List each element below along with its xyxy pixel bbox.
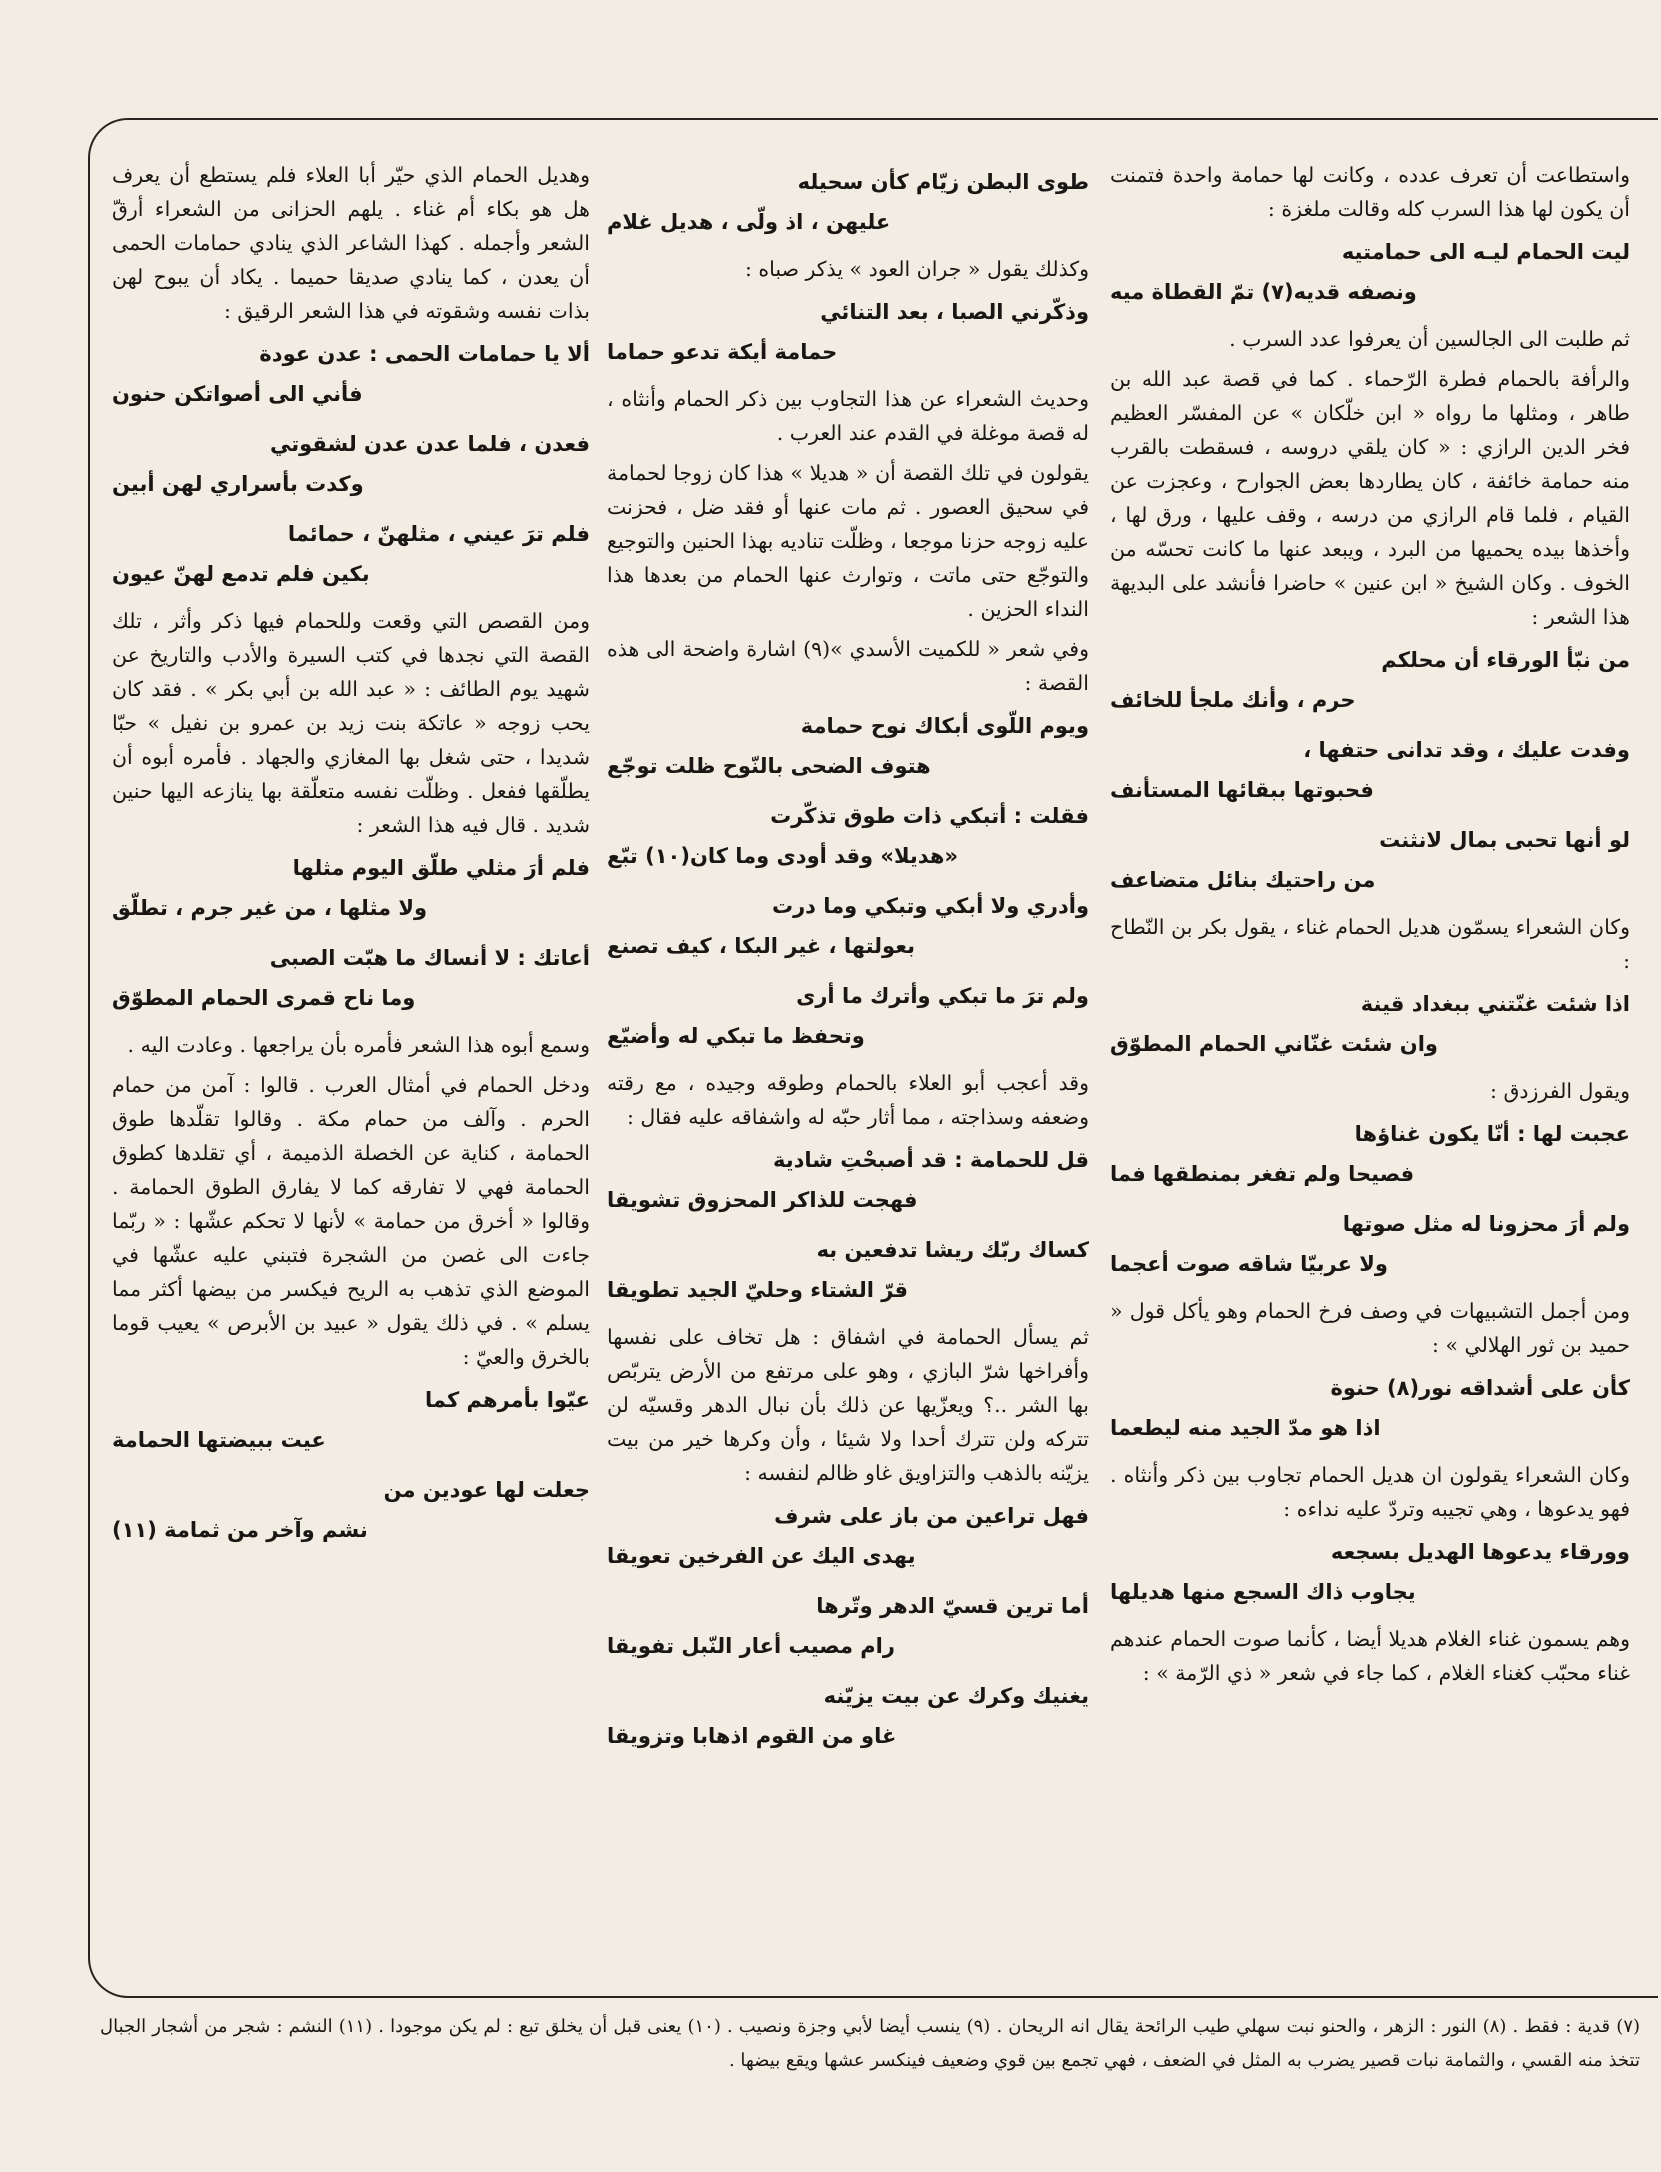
verse-first-hemistich: ولم ترَ ما تبكي وأترك ما أرى (796, 984, 1089, 1008)
paragraph: ثم يسأل الحمامة في اشفاق : هل تخاف على نفسها وأفراخها شرّ البازي ، وهو على مرتفع من الأرض يتربّص بها الشر ..؟ ويعزّيها عن ذلك بأن نبال الدهر وقسيّه لن تتركه ولن تترك أحدا ولا شيئا ، وأن وكرها خير من بيت يزيّنه بالذهب والتزاويق غاو ظالم لنفسه : (607, 1325, 1089, 1485)
paragraph: وكان الشعراء يسمّون هديل الحمام غناء ، يقول بكر بن النّطاح : (1110, 915, 1630, 973)
verse (607, 1496, 1089, 1576)
verse-second-hemistich: وكدت بأسراري لهن أبين (112, 472, 364, 496)
verse-second-hemistich: بعولتها ، غير البكا ، كيف تصنع (607, 934, 915, 958)
paragraph: وقد أعجب أبو العلاء بالحمام وطوقه وجيده ، مع رقته وضعفه وسذاجته ، مما أثار حبّه له واشفاقه عليه فقال : (607, 1071, 1089, 1129)
verse-first-hemistich: فهل تراعين من باز على شرف (774, 1504, 1089, 1528)
verse (607, 1230, 1089, 1310)
verse-second-hemistich: رام مصيب أعار النّبل تفويقا (607, 1634, 895, 1658)
paragraph: يقولون في تلك القصة أن « هديلا » هذا كان زوجا لحمامة في سحيق العصور . ثم مات عنها أو فقد ضل ، فحزنت عليه زوجه حزنا موجعا ، وظلّت تناديه بهذا الحنين والتوجيع والتوجّع حتى ماتت ، وتوارث عنها الحمام من بعدها هذا النداء الحزين . (607, 461, 1089, 621)
verse (1110, 984, 1630, 1064)
verse-first-hemistich: وأدري ولا أبكي وتبكي وما درت (771, 894, 1089, 918)
verse (1110, 820, 1630, 900)
verse (1110, 1114, 1630, 1194)
verse-second-hemistich: عيت ببيضتها الحمامة (112, 1428, 326, 1452)
verse-second-hemistich: بكين فلم تدمع لهنّ عيون (112, 562, 370, 586)
verse-first-hemistich: أعاتك : لا أنساك ما هبّت الصبى (269, 946, 590, 970)
paragraph: واستطاعت أن تعرف عدده ، وكانت لها حمامة واحدة فتمنت أن يكون لها هذا السرب كله وقالت ملغزة : (1110, 163, 1630, 221)
verse (112, 334, 590, 414)
paragraph: وهديل الحمام الذي حيّر أبا العلاء فلم يستطع أن يعرف هل هو بكاء أم غناء . يلهم الحزانى من الشعراء أرقّ الشعر وأجمله . كهذا الشاعر الذي ينادي حمامات الحمى أن يعدن ، كما ينادي صديقا حميما . يكاد أن يبوح لهن بذات نفسه وشقوته في هذا الشعر الرقيق : (112, 163, 590, 323)
verse-second-hemistich: وتحفظ ما تبكي له وأضيّع (607, 1024, 865, 1048)
paragraph: وفي شعر « للكميت الأسدي »(٩) اشارة واضحة الى هذه القصة : (607, 637, 1089, 695)
verse (112, 1380, 590, 1460)
verse-first-hemistich: وفدت عليك ، وقد تدانى حتفها ، (1303, 738, 1630, 762)
verse-first-hemistich: وذكّرني الصبا ، بعد التنائي (820, 300, 1089, 324)
verse-first-hemistich: فلم أرَ مثلي طلّق اليوم مثلها (292, 856, 590, 880)
verse-first-hemistich: فعدن ، فلما عدن عدن لشقوتي (270, 432, 590, 456)
verse-second-hemistich: من راحتيك بنائل متضاعف (1110, 868, 1376, 892)
verse (112, 848, 590, 928)
verse-second-hemistich: عليهن ، اذ ولّى ، هديل غلام (607, 210, 891, 234)
verse-first-hemistich: كأن على أشداقه نور(٨) حنوة (1330, 1376, 1630, 1400)
verse-second-hemistich: هتوف الضحى بالنّوح ظلت توجّع (607, 754, 931, 778)
column-right (1110, 158, 1630, 1978)
paragraph: ومن القصص التي وقعت وللحمام فيها ذكر وأثر ، تلك القصة التي نجدها في كتب السيرة والأدب والتاريخ عن شهيد يوم الطائف : « عبد الله بن أبي بكر » . فقد كان يحب زوجه « عاتكة بنت زيد بن عمرو بن نفيل » حبّا شديدا ، حتى شغل بها المغازي والجهاد . فأمره أبوه أن يطلّقها ففعل . وظلّت نفسه متعلّقة بها ينازعه اليها حنين شديد . قال فيه هذا الشعر : (112, 609, 590, 837)
verse-first-hemistich: قل للحمامة : قد أصبحْتِ شادية (773, 1148, 1089, 1172)
verse (607, 162, 1089, 242)
verse (607, 886, 1089, 966)
verse-second-hemistich: فأني الى أصواتكن حنون (112, 382, 363, 406)
verse-second-hemistich: قرّ الشتاء وحليّ الجيد تطويقا (607, 1278, 909, 1302)
verse (112, 424, 590, 504)
verse (1110, 1368, 1630, 1448)
paragraph: ثم طلبت الى الجالسين أن يعرفوا عدد السرب . (1229, 327, 1630, 351)
verse-second-hemistich: فصيحا ولم تفغر بمنطقها فما (1110, 1162, 1415, 1186)
footnotes (100, 2010, 1640, 2160)
verse-second-hemistich: وما ناح قمرى الحمام المطوّق (112, 986, 416, 1010)
verse-first-hemistich: اذا شئت غنّتني ببغداد قينة (1360, 992, 1630, 1016)
verse-second-hemistich: فهجت للذاكر المحزوق تشويقا (607, 1188, 918, 1212)
verse (607, 1140, 1089, 1220)
verse (607, 1676, 1089, 1756)
verse-first-hemistich: ليت الحمام ليـه الى حمامتيه (1341, 240, 1630, 264)
verse-first-hemistich: عجبت لها : أنّا يكون غناؤها (1354, 1122, 1630, 1146)
verse-second-hemistich: غاو من القوم اذهابا وتزويقا (607, 1724, 897, 1748)
verse-first-hemistich: فقلت : أتبكي ذات طوق تذكّرت (770, 804, 1089, 828)
verse (1110, 232, 1630, 312)
verse-second-hemistich: اذا هو مدّ الجيد منه ليطعما (1110, 1416, 1381, 1440)
paragraph: وحديث الشعراء عن هذا التجاوب بين ذكر الحمام وأنثاه ، له قصة موغلة في القدم عند العرب . (607, 387, 1089, 445)
column-middle (607, 158, 1089, 1978)
verse-first-hemistich: ويوم اللّوى أبكاك نوح حمامة (800, 714, 1089, 738)
verse-first-hemistich: جعلت لها عودين من (383, 1478, 590, 1502)
verse-second-hemistich: ونصفه قديه(٧) تمّ القطاة ميه (1110, 280, 1417, 304)
verse-second-hemistich: حرم ، وأنك ملجأ للخائف (1110, 688, 1356, 712)
verse (1110, 1532, 1630, 1612)
verse-first-hemistich: لو أنها تحبى بمال لانثنت (1379, 828, 1630, 852)
verse (607, 292, 1089, 372)
verse-second-hemistich: يهدى اليك عن الفرخين تعويقا (607, 1544, 916, 1568)
verse (607, 706, 1089, 786)
verse-first-hemistich: كساك ربّك ريشا تدفعين به (816, 1238, 1089, 1262)
verse-first-hemistich: من نبّأ الورقاء أن محلكم (1381, 648, 1630, 672)
verse (1110, 640, 1630, 720)
verse-second-hemistich: حمامة أيكة تدعو حماما (607, 340, 838, 364)
verse (1110, 1204, 1630, 1284)
verse-first-hemistich: وورقاء يدعوها الهديل بسجعه (1330, 1540, 1630, 1564)
verse-first-hemistich: عيّوا بأمرهم كما (425, 1388, 590, 1412)
verse-first-hemistich: يغنيك وكرك عن بيت يزيّنه (823, 1684, 1089, 1708)
paragraph: والرأفة بالحمام فطرة الرّحماء . كما في قصة عبد الله بن طاهر ، ومثلها ما رواه « ابن خلّكان » عن المفسّر العظيم فخر الدين الرازي : « كان يلقي دروسه ، فسقطت بالقرب منه حمامة خائفة ، كان يطاردها بعض الجوارح ، وعجزت عن القيام ، فلما قام الرازي من درسه ، وقف عليها ، ورق لها ، وأخذها بيده يحميها من البرد ، ويبعد عنها ما كانت تحسّه من الخوف . وكان الشيخ « ابن عنين » حاضرا فأنشد على البديهة هذا الشعر : (1110, 367, 1630, 629)
paragraph: ويقول الفرزدق : (1490, 1079, 1630, 1103)
verse (607, 1586, 1089, 1666)
verse-second-hemistich: ولا عربيّا شاقه صوت أعجما (1110, 1252, 1388, 1276)
verse-first-hemistich: ولم أرَ محزونا له مثل صوتها (1342, 1212, 1630, 1236)
verse (112, 938, 590, 1018)
verse (1110, 730, 1630, 810)
verse-first-hemistich: طوى البطن زيّام كأن سحيله (797, 170, 1089, 194)
paragraph: ومن أجمل التشبيهات في وصف فرخ الحمام وهو يأكل قول « حميد بن ثور الهلالي » : (1110, 1299, 1630, 1357)
verse-second-hemistich: يجاوب ذاك السجع منها هديلها (1110, 1580, 1416, 1604)
verse (112, 514, 590, 594)
verse-first-hemistich: فلم ترَ عيني ، مثلهنّ ، حمائما (287, 522, 590, 546)
paragraph: وكذلك يقول « جران العود » يذكر صباه : (744, 257, 1089, 281)
verse-first-hemistich: ألا يا حمامات الحمى : عدن عودة (259, 342, 590, 366)
paragraph: ودخل الحمام في أمثال العرب . قالوا : آمن من حمام الحرم . وآلف من حمام مكة . وقالوا تقلّدها طوق الحمامة ، كناية عن الخصلة الذميمة ، أي تقلدها كطوق الحمامة فهي لا تفارقه كما لا يفارق الطوق الحمامة . وقالوا « أخرق من حمامة » لأنها لا تحكم عشّها : « ربّما جاءت الى غصن من الشجرة فتبني عليه عشّها في الموضع الذي تذهب به الريح فيكسر من بيضها أكثر مما يسلم » . في ذلك يقول « عبيد بن الأبرص » يعيب قوما بالخرق والعيّ : (112, 1073, 590, 1369)
footnote-text: (٧) قدية : فقط . (٨) النور : الزهر ، والحنو نبت سهلي طيب الرائحة يقال انه الريحان . (٩) ينسب أيضا لأبي وجزة ونصيب . (١٠) يعنى قبل أن يخلق تبع : لم يكن موجودا . (١١) النشم : شجر من أشجار الجبال تتخذ منه القسي ، والثمامة نبات قصير يضرب به المثل في الضعف ، فهي تجمع بين قوي وضعيف فينكسر عشها ويقع بيضها . (100, 2016, 1640, 2071)
verse (112, 1470, 590, 1550)
verse (607, 796, 1089, 876)
column-left (112, 158, 590, 1978)
verse-second-hemistich: فحبوتها ببقائها المستأنف (1110, 778, 1374, 802)
verse-second-hemistich: ولا مثلها ، من غير جرم ، تطلّق (112, 896, 428, 920)
verse (607, 976, 1089, 1056)
verse-second-hemistich: وان شئت غنّاني الحمام المطوّق (1110, 1032, 1438, 1056)
paragraph: وكان الشعراء يقولون ان هديل الحمام تجاوب بين ذكر وأنثاه . فهو يدعوها ، وهي تجيبه وتردّ عليه نداءه : (1110, 1463, 1630, 1521)
verse-first-hemistich: أما ترين قسيّ الدهر وتّرها (816, 1594, 1089, 1618)
paragraph: وهم يسمون غناء الغلام هديلا أيضا ، كأنما صوت الحمام عندهم غناء محبّب كغناء الغلام ، كما جاء في شعر « ذي الرّمة » : (1110, 1627, 1630, 1685)
paragraph: وسمع أبوه هذا الشعر فأمره بأن يراجعها . وعادت اليه . (127, 1033, 590, 1057)
verse-second-hemistich: «هديلا» وقد أودى وما كان(١٠) تبّع (607, 844, 959, 868)
verse-second-hemistich: نشم وآخر من ثمامة (١١) (112, 1518, 368, 1542)
